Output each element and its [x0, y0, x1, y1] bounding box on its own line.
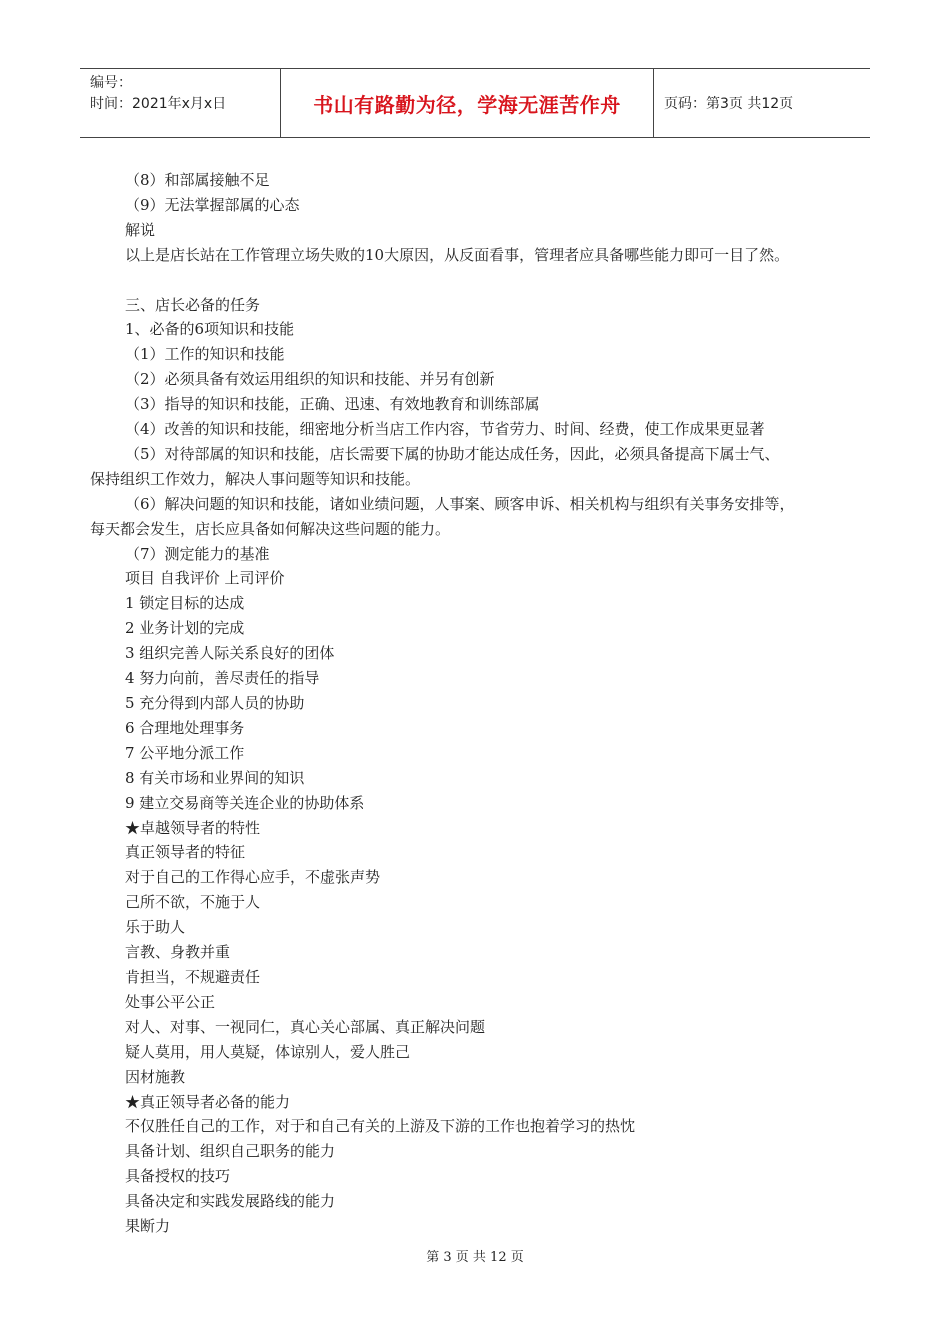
text-line: （3）指导的知识和技能，正确、迅速、有效地教育和训练部属: [125, 395, 540, 414]
star-heading: ★卓越领导者的特性: [125, 818, 261, 837]
text-line: 具备决定和实践发展路线的能力: [125, 1192, 336, 1211]
text-line: （8）和部属接触不足: [125, 171, 270, 189]
text-line: （7）测定能力的基准: [125, 544, 270, 563]
text-line: 果断力: [125, 1217, 171, 1236]
text-line: （4）改善的知识和技能，细密地分析当店工作内容，节省劳力、时间、经费，使工作成果更显著: [125, 420, 765, 439]
text-line: 具备授权的技巧: [125, 1167, 231, 1186]
list-item: 5 充分得到内部人员的协助: [125, 694, 305, 713]
text-line: 乐于助人: [125, 918, 186, 937]
page-header: [80, 68, 870, 138]
header-meta: [80, 69, 280, 137]
table-header-line: 项目 自我评价 上司评价: [125, 569, 285, 588]
list-item: 8 有关市场和业界间的知识: [125, 768, 305, 787]
header-page-cell: [654, 69, 870, 137]
page-footer: 第 3 页 共 12 页: [426, 1250, 524, 1265]
header-page-label: 页码：第3页 共12页: [664, 96, 794, 112]
text-line: 疑人莫用，用人莫疑，体谅别人，爱人胜己: [125, 1042, 411, 1061]
text-line: 真正领导者的特征: [125, 843, 246, 862]
subsection-heading: 1、必备的6项知识和技能: [125, 320, 295, 339]
text-line: 以上是店长站在工作管理立场失败的10大原因，从反面看事，管理者应具备哪些能力即可一目了然。: [125, 245, 790, 264]
list-item: 7 公平地分派工作: [125, 743, 245, 762]
text-line-continuation: 每天都会发生，店长应具备如何解决这些问题的能力。: [90, 519, 451, 538]
text-line: 不仅胜任自己的工作，对于和自己有关的上游及下游的工作也抱着学习的热忱: [125, 1117, 636, 1136]
text-line: 具备计划、组织自己职务的能力: [125, 1142, 336, 1161]
text-line: 肯担当，不规避责任: [125, 967, 261, 986]
star-heading: ★真正领导者必备的能力: [125, 1092, 291, 1111]
text-line: （1）工作的知识和技能: [125, 345, 285, 364]
list-item: 3 组织完善人际关系良好的团体: [125, 644, 335, 663]
text-line: 言教、身教并重: [125, 943, 231, 962]
list-item: 9 建立交易商等关连企业的协助体系: [125, 793, 365, 812]
list-item: 2 业务计划的完成: [125, 619, 245, 638]
doc-date-label: 时间：2021年x月x日: [90, 96, 227, 112]
text-line: 对人、对事、一视同仁，真心关心部属、真正解决问题: [125, 1017, 486, 1036]
doc-number-label: 编号：: [90, 75, 132, 91]
text-line: （6）解决问题的知识和技能，诸如业绩问题，人事案、顾客申诉、相关机构与组织有关事务安排等，: [125, 494, 795, 513]
text-line-continuation: 保持组织工作效力，解决人事问题等知识和技能。: [90, 469, 421, 488]
text-line: （2）必须具备有效运用组织的知识和技能、并另有创新: [125, 370, 495, 389]
text-line: 处事公平公正: [125, 992, 216, 1011]
blank-line: [90, 268, 880, 293]
text-line: 对于自己的工作得心应手，不虚张声势: [125, 868, 381, 887]
text-line: 己所不欲，不施于人: [125, 893, 261, 912]
list-item: 4 努力向前，善尽责任的指导: [125, 669, 320, 688]
list-item: 6 合理地处理事务: [125, 718, 245, 737]
document-body: [90, 168, 880, 1239]
text-line: 因材施教: [125, 1067, 186, 1086]
list-item: 1 锁定目标的达成: [125, 594, 245, 613]
header-motto: 书山有路勤为径，学海无涯苦作舟: [313, 92, 621, 117]
text-line: （9）无法掌握部属的心态: [125, 195, 300, 214]
text-line: （5）对待部属的知识和技能，店长需要下属的协助才能达成任务，因此，必须具备提高下属士气、: [125, 444, 780, 463]
section-heading: 三、店长必备的任务: [125, 295, 261, 314]
text-line: 解说: [125, 220, 156, 239]
header-motto-cell: [280, 69, 654, 137]
